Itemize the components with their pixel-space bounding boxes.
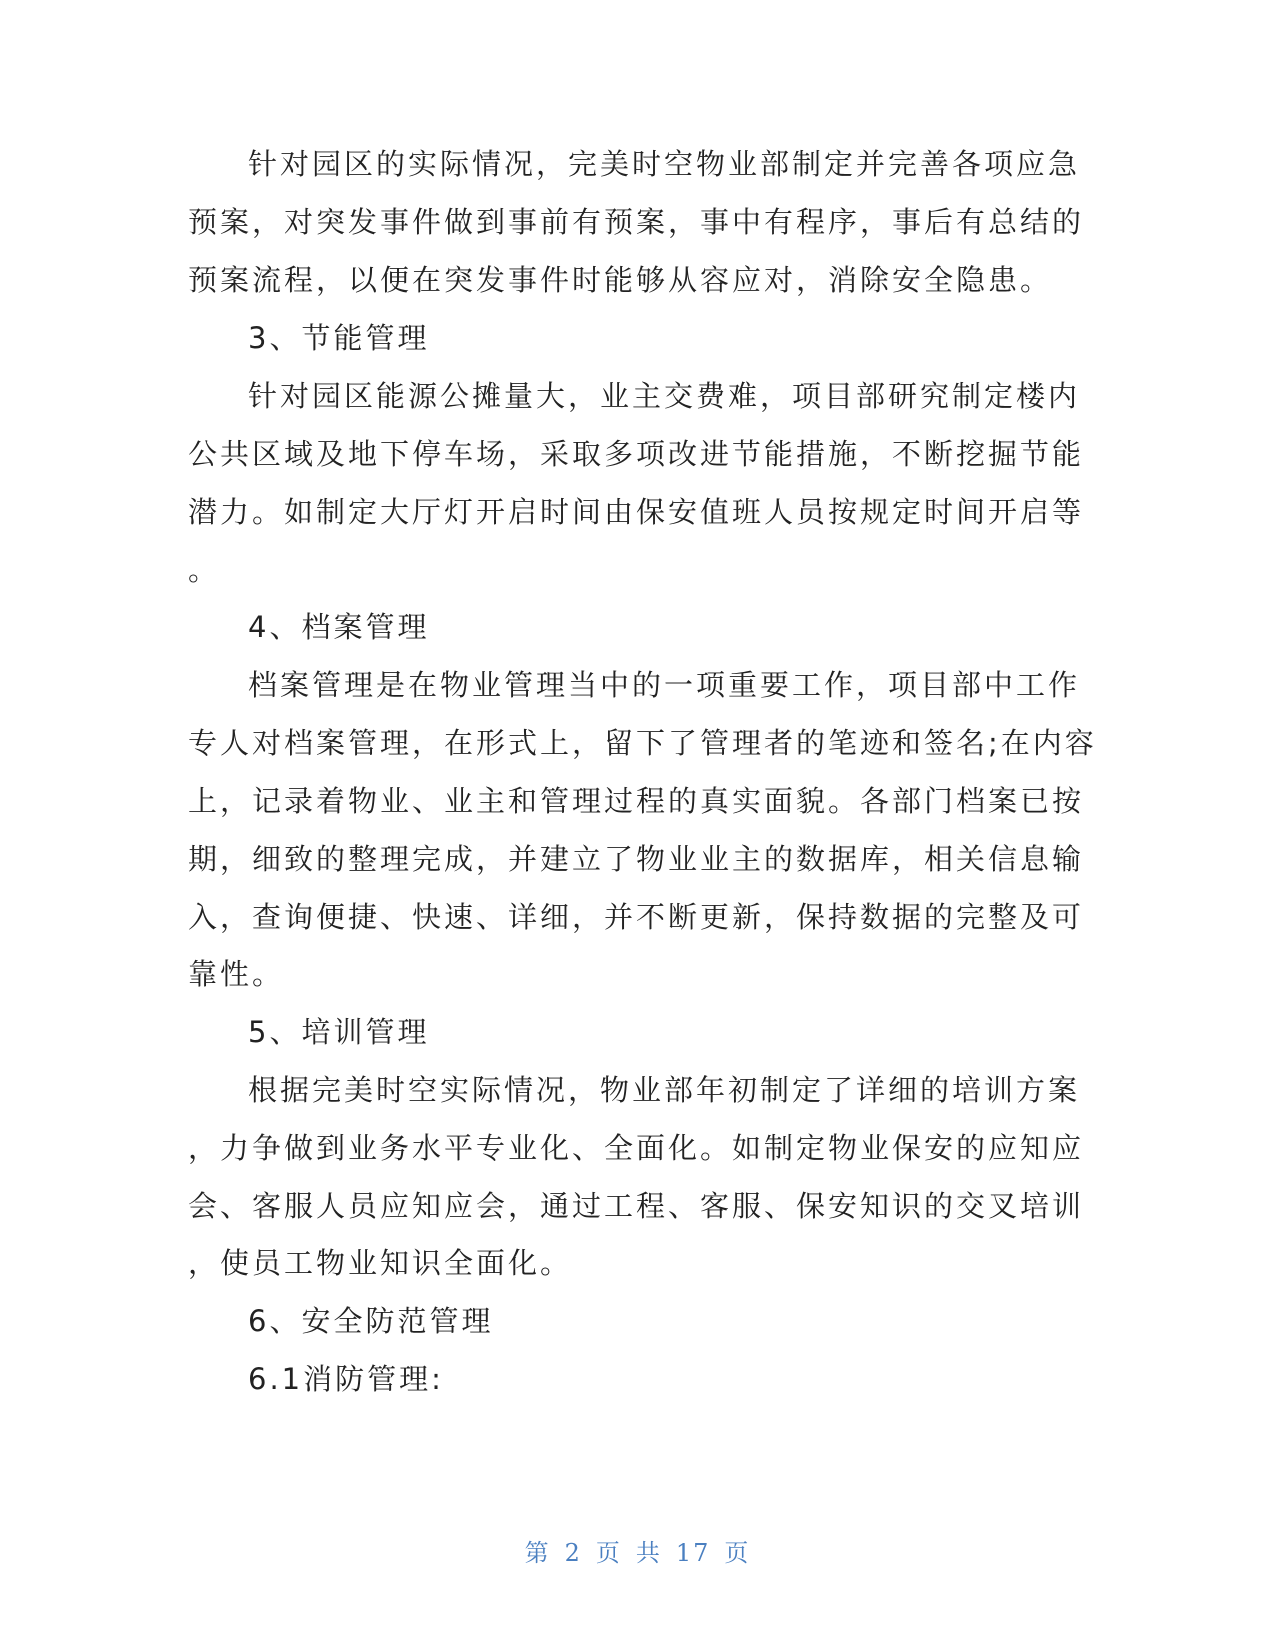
paragraph-line: 针对园区的实际情况，完美时空物业部制定并完善各项应急 [248,147,1081,181]
paragraph-line: 会、客服人员应知应会，通过工程、客服、保安知识的交叉培训 [188,1189,1085,1223]
footer-total-label: 共 [635,1539,662,1567]
page-footer [0,1533,1275,1568]
paragraph-line: 。 [188,553,221,587]
paragraph-line: 针对园区能源公摊量大，业主交费难，项目部研究制定楼内 [248,379,1081,413]
subsection-heading: 6.1消防管理: [248,1362,444,1396]
paragraph-line: 靠性。 [188,957,285,991]
paragraph-line: 入，查询便捷、快速、详细，并不断更新，保持数据的完整及可 [188,900,1085,934]
paragraph-line: 上，记录着物业、业主和管理过程的真实面貌。各部门档案已按 [188,784,1085,818]
section-heading: 6、安全防范管理 [248,1304,494,1338]
paragraph-line: ，力争做到业务水平专业化、全面化。如制定物业保安的应知应 [188,1131,1085,1165]
total-page-count: 17 [675,1539,711,1567]
section-heading: 4、档案管理 [248,610,430,644]
footer-page-label: 页 [595,1539,622,1567]
section-heading: 3、节能管理 [248,321,430,355]
paragraph-line: 期，细致的整理完成，并建立了物业业主的数据库，相关信息输 [188,842,1085,876]
paragraph-line: 专人对档案管理，在形式上，留下了管理者的笔迹和签名;在内容 [188,726,1097,760]
paragraph-line: 根据完美时空实际情况，物业部年初制定了详细的培训方案 [248,1073,1081,1107]
paragraph-line: 预案流程，以便在突发事件时能够从容应对，消除安全隐患。 [188,263,1053,297]
paragraph-line: 预案，对突发事件做到事前有预案，事中有程序，事后有总结的 [188,205,1085,239]
paragraph-line: 潜力。如制定大厅灯开启时间由保安值班人员按规定时间开启等 [188,495,1085,529]
section-heading: 5、培训管理 [248,1015,430,1049]
footer-suffix: 页 [724,1539,751,1567]
paragraph-line: 公共区域及地下停车场，采取多项改进节能措施，不断挖掘节能 [188,437,1085,471]
current-page-number: 2 [564,1539,582,1567]
paragraph-line: 档案管理是在物业管理当中的一项重要工作，项目部中工作 [248,668,1081,702]
paragraph-line: ，使员工物业知识全面化。 [188,1246,573,1280]
footer-prefix: 第 [524,1539,551,1567]
